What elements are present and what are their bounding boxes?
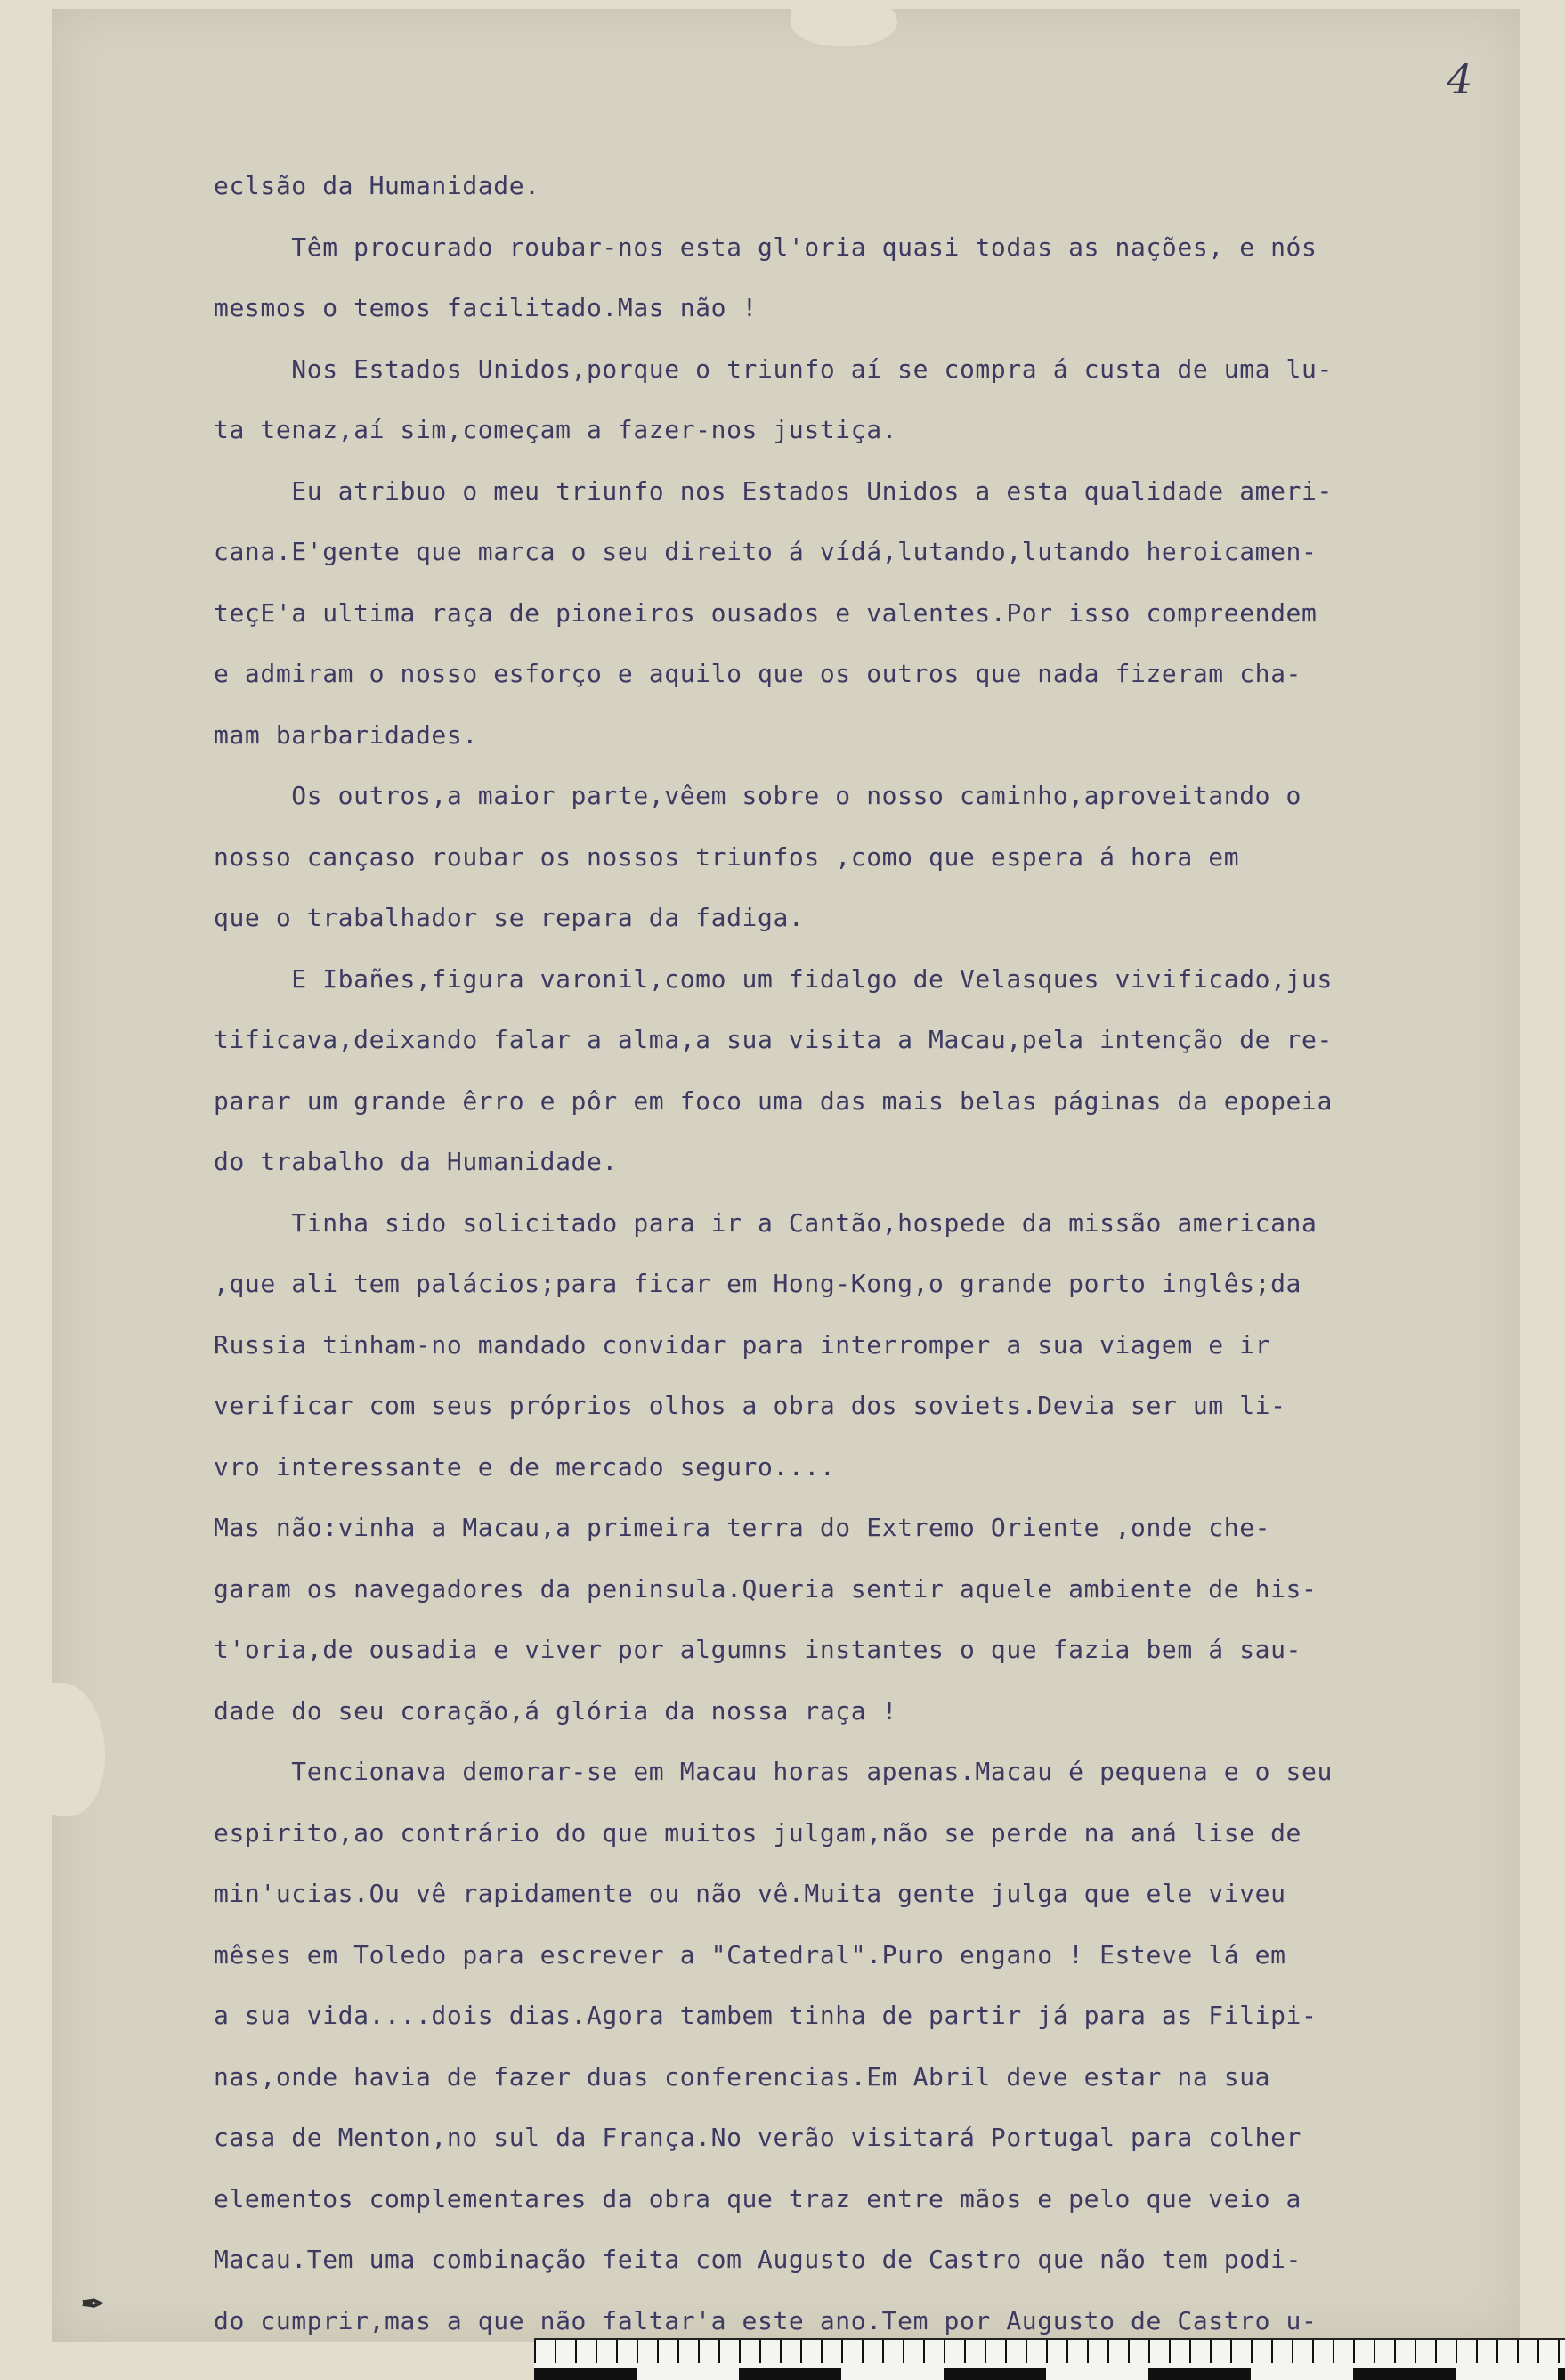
text-line: do trabalho da Humanidade. [214, 1147, 618, 1176]
text-line: Tencionava demorar-se em Macau horas apenas.Macau é pequena e o seu [214, 1757, 1333, 1786]
text-line: vro interessante e de mercado seguro.... [214, 1451, 836, 1482]
text-line: Nos Estados Unidos,porque o triunfo aí se compra á custa de uma lu- [214, 353, 1333, 384]
typed-text-body [214, 156, 1496, 2352]
text-line: Os outros,a maior parte,vêem sobre o nosso caminho,aproveitando o [214, 781, 1302, 810]
text-line: eclsão da Humanidade. [214, 171, 540, 200]
text-line: verificar com seus próprios olhos a obra dos soviets.Devia ser um li- [214, 1391, 1286, 1420]
text-line: casa de Menton,no sul da França.No verão visitará Portugal para colher [214, 2123, 1302, 2152]
color-scale-ruler [534, 2338, 1565, 2380]
ruler-ticks [534, 2340, 1565, 2363]
text-line: do cumprir,mas a que não faltar'a este ano.Tem por Augusto de Castro u- [214, 2305, 1318, 2335]
text-line: que o trabalhador se repara da fadiga. [214, 903, 805, 932]
text-line: t'oria,de ousadia e viver por algumns instantes o que fazia bem á sau- [214, 1635, 1302, 1664]
text-line: parar um grande êrro e pôr em foco uma das mais belas páginas da epopeia [214, 1085, 1333, 1116]
paper-tear [791, 0, 897, 46]
text-line: e admiram o nosso esforço e aquilo que os outros que nada fizeram cha- [214, 659, 1302, 688]
paper-tear [25, 1683, 105, 1816]
text-line: a sua vida....dois dias.Agora tambem tinha de partir já para as Filipi- [214, 2001, 1318, 2030]
text-line: ta tenaz,aí sim,começam a fazer-nos justiça. [214, 415, 898, 444]
text-line: nas,onde havia de fazer duas conferencias.Em Abril deve estar na sua [214, 2061, 1271, 2092]
text-line: dade do seu coração,á glória da nossa raça ! [214, 1695, 898, 1726]
handwritten-page-number: 4 [1447, 55, 1473, 103]
text-line: nosso cançaso roubar os nossos triunfos ,como que espera á hora em [214, 841, 1240, 872]
text-line: ,que ali tem palácios;para ficar em Hong-Kong,o grande porto inglês;da [214, 1269, 1302, 1298]
text-line: E Ibañes,figura varonil,como um fidalgo de Velasques vivificado,jus [214, 963, 1333, 994]
text-line: Tinha sido solicitado para ir a Cantão,hospede da missão americana [214, 1207, 1318, 1238]
text-line: Eu atribuo o meu triunfo nos Estados Unidos a esta qualidade ameri- [214, 475, 1333, 506]
text-line: espirito,ao contrário do que muitos julgam,não se perde na aná lise de [214, 1817, 1302, 1848]
text-line: Russia tinham-no mandado convidar para interromper a sua viagem e ir [214, 1329, 1271, 1360]
text-line: teçE'a ultima raça de pioneiros ousados e valentes.Por isso compreendem [214, 597, 1318, 628]
text-line: cana.E'gente que marca o seu direito á vídá,lutando,lutando heroicamen- [214, 537, 1318, 566]
text-line: Têm procurado roubar-nos esta gl'oria quasi todas as nações, e nós [214, 232, 1318, 262]
text-line: Mas não:vinha a Macau,a primeira terra do Extremo Oriente ,onde che- [214, 1513, 1271, 1542]
text-line: mam barbaridades. [214, 719, 478, 750]
text-line: mêses em Toledo para escrever a "Catedral".Puro engano ! Esteve lá em [214, 1939, 1286, 1970]
ink-mark: ✒ [80, 2287, 106, 2322]
text-line: garam os navegadores da peninsula.Queria sentir aquele ambiente de his- [214, 1573, 1318, 1604]
text-line: tificava,deixando falar a alma,a sua visita a Macau,pela intenção de re- [214, 1025, 1333, 1054]
text-line: Macau.Tem uma combinação feita com Augusto de Castro que não tem podi- [214, 2245, 1302, 2274]
text-line: min'ucias.Ou vê rapidamente ou não vê.Muita gente julga que ele viveu [214, 1879, 1286, 1908]
text-line: elementos complementares da obra que traz entre mãos e pelo que veio a [214, 2183, 1302, 2213]
text-line: mesmos o temos facilitado.Mas não ! [214, 293, 758, 322]
